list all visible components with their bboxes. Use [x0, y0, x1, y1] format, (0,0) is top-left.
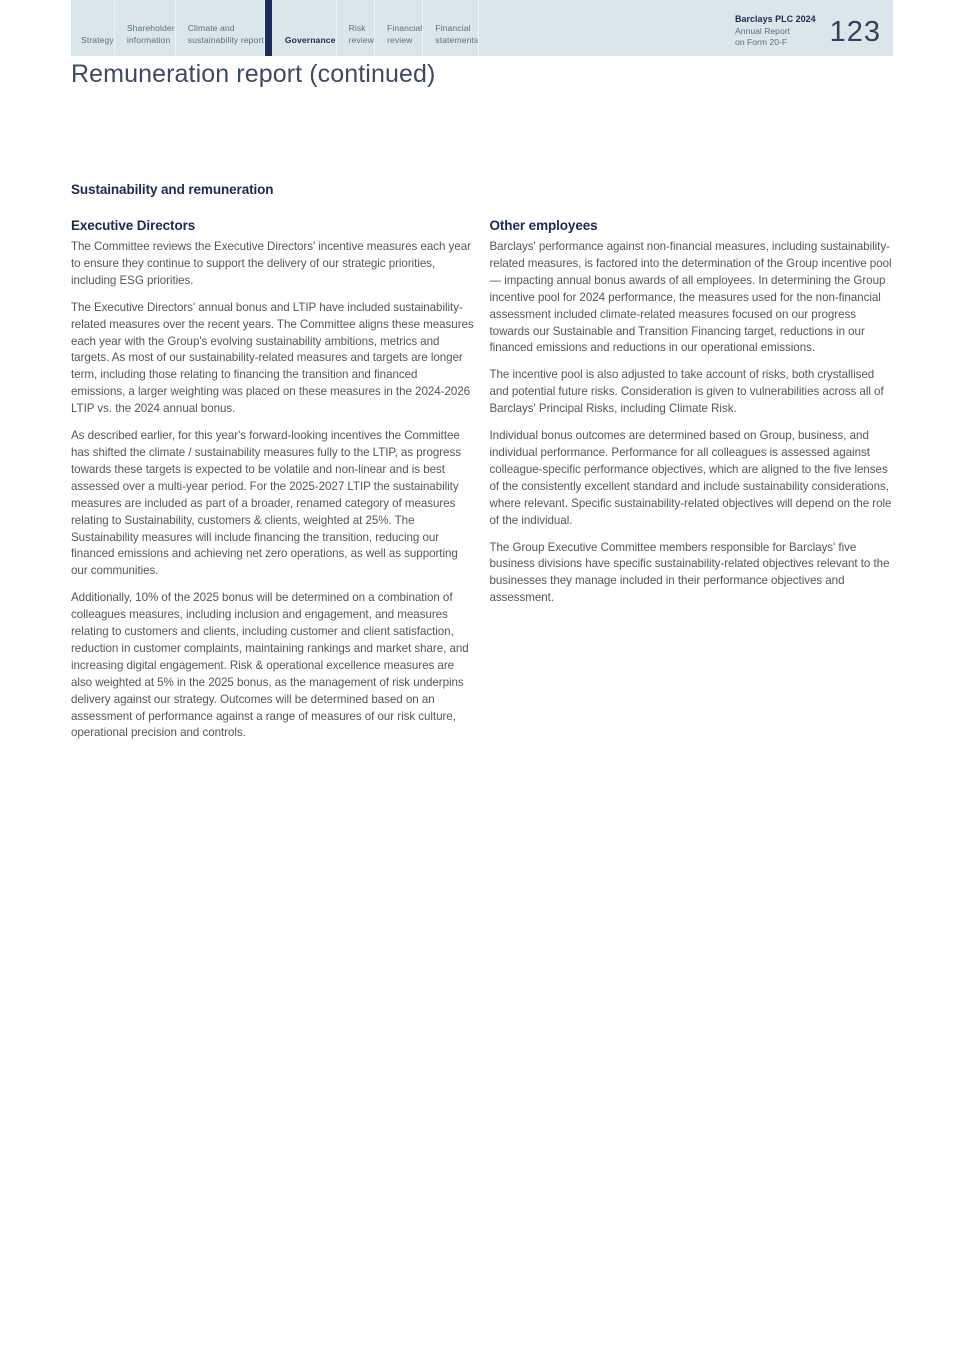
body-paragraph: The incentive pool is also adjusted to take account of risks, both crystallised and potential future risks. Consideration is given to vulnerabilities across all of Barclays' Principal Risks, including Climate Risk. — [489, 368, 884, 416]
nav-tab-label: Financial statements — [435, 23, 479, 45]
body-paragraph: As described earlier, for this year's forward-looking incentives the Committee has shifted the climate / sustainability measures fully to the LTIP, as progress towards these targets is expected to be volatile and non-linear and is best assessed over a multi-year period. For the 2025-2027 LTIP the sustainability measures are included as part of a broader, renamed category of measures relating to Sustainability, customers & clients, weighted at 25%. The Sustainability measures will include financing the transition, reducing our financed emissions and achieving net zero operations, as well as supporting our communities. — [71, 429, 461, 578]
nav-tab-risk-review[interactable] — [337, 0, 375, 56]
nav-tab-label: Strategy — [81, 34, 114, 45]
section-navigation-band — [71, 0, 893, 56]
nav-tab-climate-and-sustainability-report[interactable] — [176, 0, 265, 56]
brand-line-report: Annual Report — [735, 25, 790, 36]
heading-executive-directors: Executive Directors — [71, 218, 196, 233]
nav-tab-shareholder-information[interactable] — [115, 0, 176, 56]
body-paragraph: The Committee reviews the Executive Directors' incentive measures each year to ensure they continue to support the delivery of our strategic priorities, including ESG priorities. — [71, 240, 471, 287]
report-brand-block — [735, 0, 893, 56]
column-other-employees — [490, 216, 894, 607]
nav-tab-label: Risk review — [348, 23, 374, 45]
heading-other-employees: Other employees — [489, 218, 598, 233]
nav-tab-financial-review[interactable] — [375, 0, 423, 56]
page-number: 123 — [829, 16, 881, 48]
nav-tab-label: Shareholder information — [126, 23, 175, 45]
body-paragraph: Barclays' performance against non-financial measures, including sustainability-related measures, is factored into the determination of the Group incentive pool — impacting annual bonus awards of all employees. In determining the Group incentive pool for 2024 performance, the measures used for the non-financial assessment included climate-related measures focused on our progress towards our Sustainable and Transition Financing target, reductions in our financed emissions and reductions in our operational emissions. — [489, 240, 892, 355]
body-paragraph: Additionally, 10% of the 2025 bonus will be determined on a combination of colleagues measures, including inclusion and engagement, and measures relating to customers and clients, including customer and client satisfaction, reduction in customer complaints, maintaining rankings and market share, and increasing digital engagement. Risk & operational excellence measures are also weighted at 5% in the 2025 bonus, as the management of risk underpins delivery against our strategy. Outcomes will be determined based on an assessment of performance against a range of measures of our risk culture, operational precision and controls. — [71, 591, 469, 740]
column-executive-directors — [71, 216, 475, 742]
two-column-layout — [71, 216, 893, 742]
body-paragraph: The Executive Directors' annual bonus and LTIP have included sustainability-related measures over the recent years. The Committee aligns these measures each year with the Group's evolving sustainability ambitions, metrics and targets. As most of our sustainability-related measures and targets are longer term, including those relating to financing the transition and financed emissions, a larger weighting was placed on these measures in the 2024-2026 LTIP vs. the 2024 annual bonus. — [71, 300, 474, 416]
nav-spacer — [479, 0, 735, 56]
brand-line-company: Barclays PLC 2024 — [735, 14, 816, 25]
left-column-body — [71, 239, 475, 742]
brand-line-form: on Form 20-F — [735, 36, 788, 47]
nav-tab-label: Financial review — [387, 23, 423, 45]
nav-tab-financial-statements[interactable] — [423, 0, 479, 56]
nav-tabs — [71, 0, 479, 56]
nav-tab-governance[interactable] — [265, 0, 337, 56]
nav-tab-strategy[interactable] — [71, 0, 115, 56]
nav-tab-label: Governance — [284, 34, 336, 45]
section-title: Sustainability and remuneration — [71, 182, 274, 197]
body-paragraph: Individual bonus outcomes are determined based on Group, business, and individual performance. Performance for all colleagues is assessed against colleague-specific performance objectives, which are aligned to the five lenses of the consistently excellent standard and include sustainability considerations, where relevant. Specific sustainability-related objectives will depend on the role of the individual. — [489, 429, 892, 527]
body-paragraph: The Group Executive Committee members responsible for Barclays' five business divisions have specific sustainability-related objectives relevant to the businesses they manage included in their performance objectives and assessment. — [489, 540, 890, 605]
report-brand-text — [735, 14, 816, 48]
page-title: Remuneration report (continued) — [71, 60, 436, 88]
nav-tab-label: Climate and sustainability report — [187, 23, 264, 45]
right-column-body — [490, 239, 894, 607]
main-content — [71, 181, 893, 742]
